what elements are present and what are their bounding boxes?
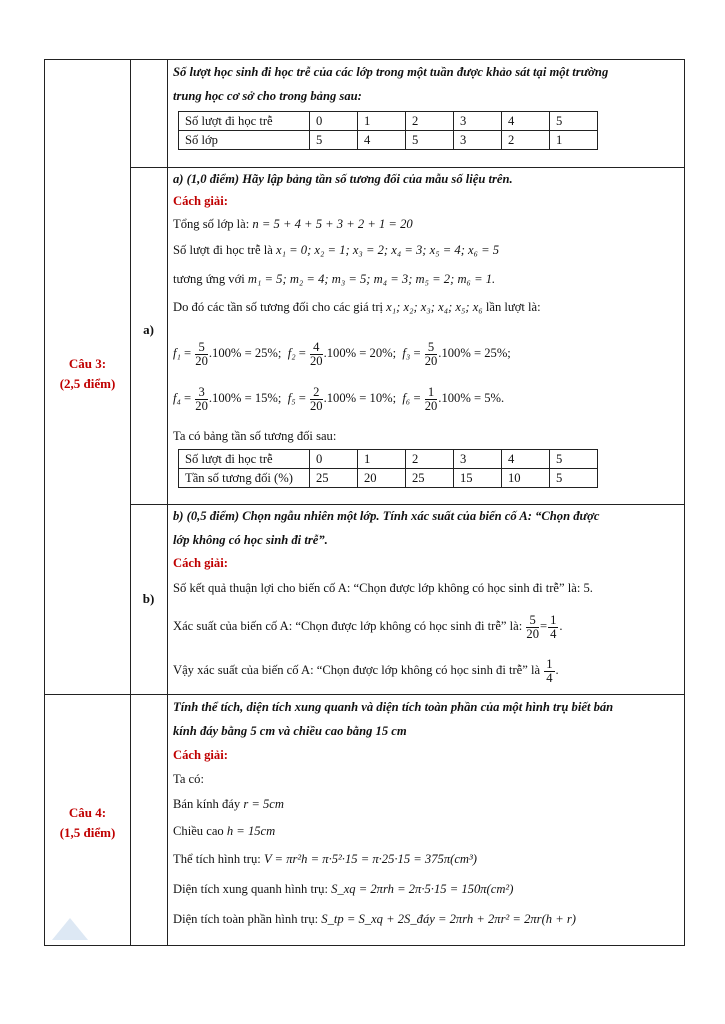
fraction [310, 386, 323, 413]
solution-label: Cách giải: [173, 556, 228, 570]
q3-intro-line-2: trung học cơ sở cho trong bảng sau: [173, 89, 362, 103]
column-divider [167, 60, 168, 945]
fraction-item: f₆ = $\frac{1}{20}$ .100% = 5%. [402, 384, 505, 413]
table-intro: Ta có bảng tần số tương đối sau: [173, 429, 337, 443]
part-b-question-2: lớp không có học sinh đi trễ”. [173, 533, 328, 547]
solution-label: Cách giải: [173, 748, 228, 762]
math-expression: V = πr²h = π·5²·15 = π·25·15 = 375π(cm³) [263, 852, 477, 866]
numerator: 2 [310, 386, 323, 400]
q4-points: (1,5 điểm) [59, 825, 116, 840]
table-cell: 4 [358, 131, 406, 150]
table-header: Số lớp [179, 131, 310, 150]
math-expression: r = 5cm [243, 797, 284, 811]
part-b-label: b) [142, 591, 155, 606]
table-cell: 2 [406, 112, 454, 131]
var-name: f₆ [402, 391, 411, 405]
numerator: 1 [425, 386, 438, 400]
table-cell: 4 [502, 112, 550, 131]
frequencies-line [173, 270, 495, 288]
line-text: Tổng số lớp là: [173, 217, 253, 231]
q3-intro-line-1: Số lượt học sinh đi học trễ của các lớp trong một tuần được khảo sát tại một trường [173, 65, 609, 79]
fraction-result: .100% = 15%; [208, 391, 282, 405]
line-text: lần lượt là: [482, 300, 541, 314]
q3-points: (2,5 điểm) [59, 376, 116, 391]
total-classes-line [173, 215, 413, 233]
numerator: 1 [546, 656, 553, 671]
volume-line [173, 850, 477, 868]
table-cell: 1 [358, 450, 406, 469]
denominator: 20 [310, 353, 323, 368]
favorable-outcomes-line: Số kết quả thuận lợi cho biến cố A: “Chọn được lớp không có học sinh đi trễ” là: 5. [173, 581, 593, 595]
fraction [195, 386, 208, 413]
numerator: 1 [550, 612, 557, 627]
part-a-question: a) (1,0 điểm) Hãy lập bảng tần số tương đối của mẫu số liệu trên. [173, 172, 513, 186]
relative-intro-line [173, 298, 541, 316]
line-text: Chiều cao [173, 824, 227, 838]
height-line [173, 822, 275, 840]
math-expression: S_tp = S_xq + 2S_đáy = 2πrh + 2πr² = 2πr(h + r) [321, 912, 576, 926]
row-divider [130, 504, 685, 505]
fraction-item: f₃ = $\frac{5}{20}$ .100% = 25%; [402, 339, 511, 368]
numerator: 5 [425, 341, 438, 355]
denominator: 4 [550, 626, 557, 641]
table-cell: 5 [550, 112, 598, 131]
math-expression: S_xq = 2πrh = 2π·5·15 = 150π(cm²) [331, 882, 514, 896]
fraction-row-2 [173, 383, 504, 413]
table-header: Số lượt đi học trễ [179, 450, 310, 469]
fraction-item: f₅ = $\frac{2}{20}$ .100% = 10%; [287, 384, 397, 413]
fraction [425, 341, 438, 368]
line-text: Do đó các tần số tương đối cho các giá trị [173, 300, 387, 314]
row-divider [45, 694, 685, 695]
table-cell: 25 [406, 469, 454, 488]
math-expression: m₁ = 5; m₂ = 4; m₃ = 5; m₄ = 3; m₅ = 2; m₆ = 1. [247, 272, 496, 286]
numerator: 5 [526, 614, 539, 628]
fraction [548, 614, 558, 641]
table-cell: 2 [406, 450, 454, 469]
table-cell: 25 [310, 469, 358, 488]
late-count-table [178, 111, 598, 150]
table-cell: 0 [310, 112, 358, 131]
fraction-result: .100% = 5%. [438, 391, 505, 405]
table-cell: 2 [502, 131, 550, 150]
denominator: 20 [195, 353, 208, 368]
relative-frequency-table [178, 449, 598, 488]
fraction-result: .100% = 25%; [208, 346, 282, 360]
line-text: Số lượt đi học trễ là [173, 243, 277, 257]
given-line: Ta có: [173, 772, 204, 786]
math-expression: h = 15cm [226, 824, 276, 838]
var-name: f₂ [287, 346, 296, 360]
math-expression: x₁ = 0; x₂ = 1; x₃ = 2; x₄ = 3; x₅ = 4; x₆ = 5 [276, 243, 500, 257]
q3-label: Câu 3: [68, 356, 107, 371]
denominator: 20 [424, 353, 438, 368]
denominator: 20 [195, 398, 208, 413]
table-cell: 1 [358, 112, 406, 131]
denominator: 20 [424, 398, 438, 413]
table-cell: 3 [454, 131, 502, 150]
fraction [526, 614, 539, 641]
table-cell: 5 [550, 450, 598, 469]
var-name: f₃ [402, 346, 411, 360]
answer-table [44, 59, 685, 946]
var-name: f₅ [287, 391, 296, 405]
table-cell: 5 [406, 131, 454, 150]
line-text: tương ứng với [173, 272, 248, 286]
table-cell: 3 [454, 112, 502, 131]
fraction-row-1 [173, 338, 511, 368]
denominator: 20 [310, 398, 323, 413]
denominator: 4 [546, 670, 553, 685]
conclusion-line: Vậy xác suất của biến cố A: “Chọn được lớp không có học sinh đi trễ” là $\frac{1}{4}$ . [173, 656, 559, 685]
table-header: Tần số tương đối (%) [179, 469, 310, 488]
solution-label: Cách giải: [173, 194, 228, 208]
table-cell: 15 [454, 469, 502, 488]
denominator: 20 [526, 626, 539, 641]
numerator: 4 [310, 341, 323, 355]
q4-question-2: kính đáy bằng 5 cm và chiều cao bằng 15 cm [173, 724, 407, 738]
row-divider [130, 167, 685, 168]
table-cell: 0 [310, 450, 358, 469]
probability-line: Xác suất của biến cố A: “Chọn được lớp không có học sinh đi trễ” là: $\frac{5}{20}$ = $\frac{1}{4}$ . [173, 612, 563, 641]
part-b-question-1: b) (0,5 điểm) Chọn ngẫu nhiên một lớp. Tính xác suất của biến cố A: “Chọn được [173, 509, 600, 523]
q4-question-1: Tính thể tích, diện tích xung quanh và diện tích toàn phần của một hình trụ biết bán [173, 700, 614, 714]
line-text: Bán kính đáy [173, 797, 244, 811]
table-cell: 1 [550, 131, 598, 150]
line-text: Xác suất của biến cố A: “Chọn được lớp không có học sinh đi trễ” là: [173, 619, 526, 633]
fraction-result: .100% = 25%; [438, 346, 511, 360]
fraction-item: f₂ = $\frac{4}{20}$ .100% = 20%; [287, 339, 397, 368]
fraction [195, 341, 208, 368]
numerator: 5 [195, 341, 208, 355]
var-name: f₁ [173, 346, 181, 360]
line-text: Thể tích hình trụ: [173, 852, 264, 866]
q4-label: Câu 4: [68, 805, 107, 820]
line-text: Vậy xác suất của biến cố A: “Chọn được lớp không có học sinh đi trễ” là [173, 663, 544, 677]
radius-line [173, 795, 284, 813]
table-cell: 5 [550, 469, 598, 488]
lateral-area-line [173, 880, 513, 898]
fraction-item: f₄ = $\frac{3}{20}$ .100% = 15%; [173, 384, 282, 413]
math-expression: x₁; x₂; x₃; x₄; x₅; x₆ [386, 300, 483, 314]
fraction [425, 386, 438, 413]
fraction-result: .100% = 20%; [323, 346, 397, 360]
column-divider [130, 60, 131, 945]
fraction [310, 341, 323, 368]
line-text: Diện tích toàn phần hình trụ: [173, 912, 322, 926]
numerator: 3 [195, 386, 208, 400]
var-name: f₄ [173, 391, 181, 405]
table-cell: 5 [310, 131, 358, 150]
table-cell: 4 [502, 450, 550, 469]
late-values-line [173, 241, 499, 259]
table-cell: 10 [502, 469, 550, 488]
table-cell: 3 [454, 450, 502, 469]
fraction [544, 658, 554, 685]
table-header: Số lượt đi học trễ [179, 112, 310, 131]
math-expression: n = 5 + 4 + 5 + 3 + 2 + 1 = 20 [252, 217, 413, 231]
table-cell: 20 [358, 469, 406, 488]
total-area-line [173, 910, 576, 928]
part-a-label: a) [143, 322, 154, 337]
line-text: Diện tích xung quanh hình trụ: [173, 882, 332, 896]
fraction-result: .100% = 10%; [323, 391, 397, 405]
fraction-item: f₁ = $\frac{5}{20}$ .100% = 25%; [173, 339, 282, 368]
